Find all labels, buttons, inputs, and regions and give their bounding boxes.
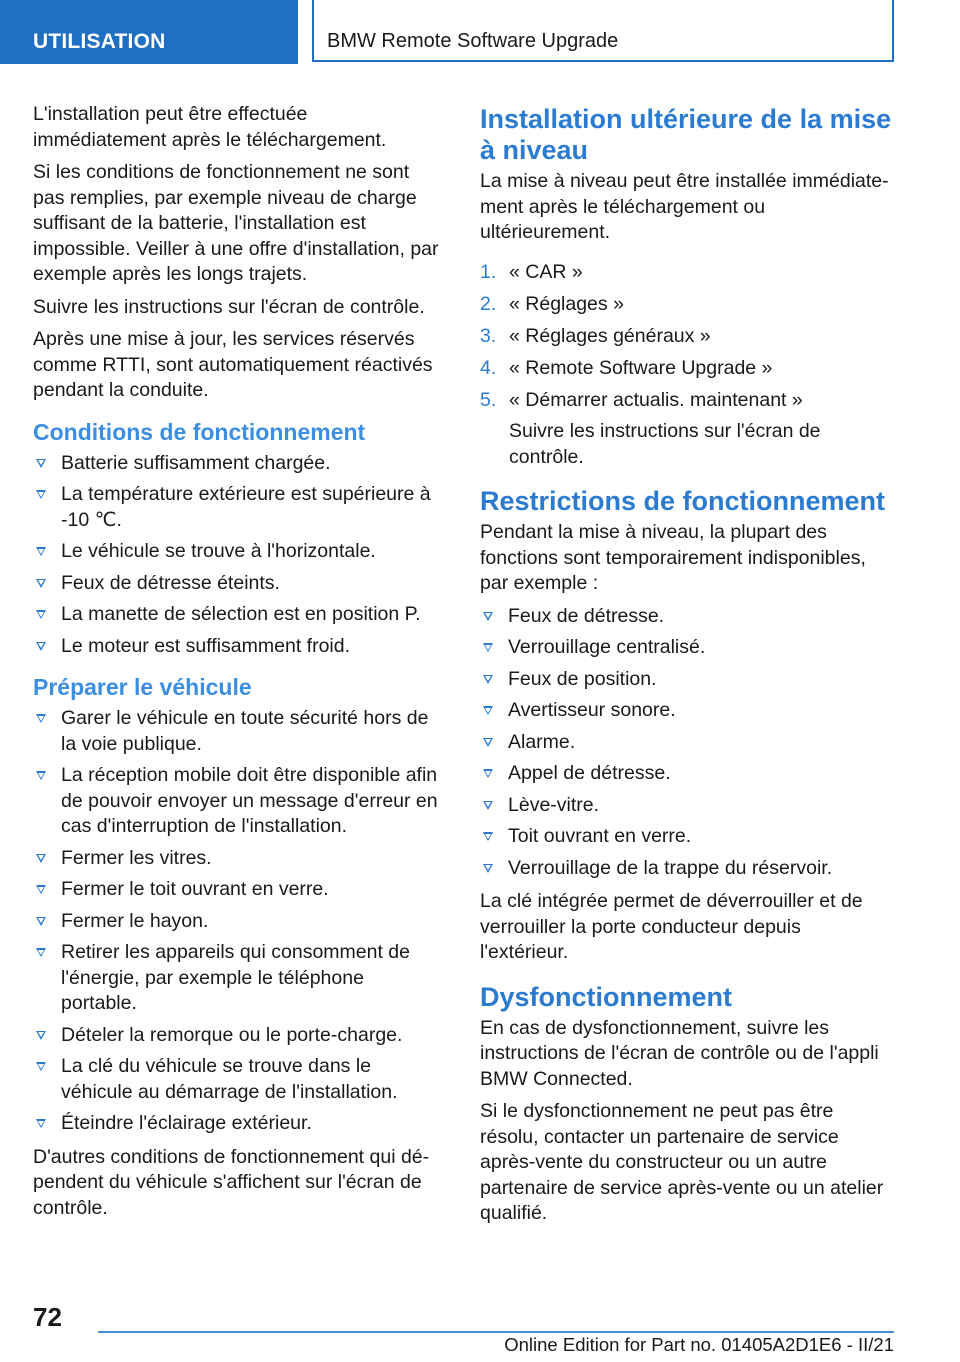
paragraph: Après une mise à jour, les services réservés comme RTTI, sont automatiquement réactivés pendant la conduite. <box>33 328 433 401</box>
triangle-bullet-icon <box>483 643 493 652</box>
step-item: 5. « Démarrer actualis. maintenant » <box>480 388 892 414</box>
list-item: Appel de détresse. <box>480 761 892 787</box>
paragraph: Suivre les instructions sur l'écran de contrôle. <box>33 295 425 318</box>
list-item: Fermer le hayon. <box>33 909 445 935</box>
triangle-bullet-icon <box>36 948 46 957</box>
triangle-bullet-icon <box>36 714 46 723</box>
step-item: 1. « CAR » <box>480 260 892 286</box>
triangle-bullet-icon <box>483 801 493 810</box>
list-item: La température extérieure est supérieure à -10 ℃. <box>33 482 445 533</box>
paragraph: En cas de dysfonctionnement, suivre les instructions de l'écran de contrôle ou de l'appli BMW Connected. <box>480 1016 879 1090</box>
footer-divider <box>98 1331 894 1333</box>
list-item: Dételer la remorque ou le porte-charge. <box>33 1023 445 1049</box>
right-column <box>480 102 892 1234</box>
paragraph: Si le dysfonctionnement ne peut pas être résolu, contacter un partenaire de service après-vente du constructeur ou un autre partenaire de service après-vente ou un atelier qualifié. <box>480 1100 884 1224</box>
step-item: 3. « Réglages généraux » <box>480 324 892 350</box>
triangle-bullet-icon <box>483 832 493 841</box>
list-item: Avertisseur sonore. <box>480 698 892 724</box>
list-item: Le moteur est suffisamment froid. <box>33 634 445 660</box>
list-item: Fermer les vitres. <box>33 846 445 872</box>
triangle-bullet-icon <box>36 490 46 499</box>
section-title: UTILISATION <box>33 30 166 53</box>
paragraph: La mise à niveau peut être installée immédiatement après le téléchargement ou ultérieurement. <box>480 170 889 243</box>
list-item: Feux de détresse éteints. <box>33 571 445 597</box>
list-item: Feux de position. <box>480 667 892 693</box>
list-item: Alarme. <box>480 730 892 756</box>
restrictions-heading: Restrictions de fonctionnement <box>480 486 886 516</box>
triangle-bullet-icon <box>36 579 46 588</box>
paragraph: La clé intégrée permet de déverrouiller et de verrouiller la porte conducteur depuis l'extérieur. <box>480 890 863 963</box>
paragraph: Pendant la mise à niveau, la plupart des fonctions sont temporairement indisponibles, par exemple : <box>480 521 866 594</box>
list-item: Batterie suffisamment chargée. <box>33 451 445 477</box>
step-item: 4. « Remote Software Upgrade » <box>480 356 892 382</box>
list-item: La manette de sélection est en position P. <box>33 602 445 628</box>
triangle-bullet-icon <box>483 769 493 778</box>
chapter-title: BMW Remote Software Upgrade <box>327 30 619 52</box>
triangle-bullet-icon <box>36 1062 46 1071</box>
step-number: 3. <box>480 324 497 347</box>
triangle-bullet-icon <box>483 675 493 684</box>
triangle-bullet-icon <box>36 771 46 780</box>
list-item: Verrouillage de la trappe du réservoir. <box>480 856 892 882</box>
footer-edition: Online Edition for Part no. 01405A2D1E6 - II/21 <box>504 1334 894 1355</box>
list-item: La clé du véhicule se trouve dans le véhicule au démarrage de l'installation. <box>33 1054 445 1105</box>
conditions-list <box>33 451 445 660</box>
paragraph: Si les conditions de fonctionnement ne sont pas remplies, par exemple niveau de charge suffisant de la batterie, l'installation est impossible. Veiller à une offre d'installation, par exemple après les longs trajets. <box>33 161 439 285</box>
list-item: Garer le véhicule en toute sécurité hors de la voie publique. <box>33 706 445 757</box>
triangle-bullet-icon <box>483 612 493 621</box>
step-number: 2. <box>480 292 497 315</box>
paragraph: D'autres conditions de fonctionnement qui dépendent du véhicule s'affichent sur l'écran de contrôle. <box>33 1145 430 1219</box>
triangle-bullet-icon <box>36 885 46 894</box>
step-number: 1. <box>480 260 497 283</box>
malfunction-heading: Dysfonctionnement <box>480 981 733 1012</box>
restrictions-list <box>480 604 892 882</box>
list-item: Feux de détresse. <box>480 604 892 630</box>
list-item: Le véhicule se trouve à l'horizontale. <box>33 539 445 565</box>
triangle-bullet-icon <box>483 706 493 715</box>
prepare-heading: Préparer le véhicule <box>33 674 252 700</box>
list-item: Retirer les appareils qui consomment de l'énergie, par exemple le téléphone portable. <box>33 940 445 1017</box>
list-item: La réception mobile doit être disponible afin de pouvoir envoyer un message d'erreur en cas d'interruption de l'installation. <box>33 763 445 840</box>
triangle-bullet-icon <box>36 854 46 863</box>
triangle-bullet-icon <box>36 459 46 468</box>
list-item: Fermer le toit ouvrant en verre. <box>33 877 445 903</box>
page-number: 72 <box>33 1302 62 1332</box>
step-item: 2. « Réglages » <box>480 292 892 318</box>
step-number: 4. <box>480 356 497 379</box>
list-item: Verrouillage centralisé. <box>480 635 892 661</box>
section-tab <box>0 0 298 64</box>
prepare-list <box>33 706 445 1137</box>
step-number: 5. <box>480 388 497 411</box>
triangle-bullet-icon <box>36 610 46 619</box>
triangle-bullet-icon <box>483 738 493 747</box>
triangle-bullet-icon <box>36 917 46 926</box>
step-note: Suivre les instructions sur l'écran de contrôle. <box>509 420 821 468</box>
later-install-heading: Installation ultérieure de la mise à niveau <box>480 104 892 165</box>
steps-list <box>480 260 892 414</box>
triangle-bullet-icon <box>483 864 493 873</box>
triangle-bullet-icon <box>36 547 46 556</box>
list-item: Éteindre l'éclairage extérieur. <box>33 1111 445 1137</box>
left-column <box>33 102 445 1228</box>
conditions-heading: Conditions de fonctionnement <box>33 418 366 445</box>
chapter-tab <box>312 0 894 62</box>
list-item: Lève-vitre. <box>480 793 892 819</box>
triangle-bullet-icon <box>36 642 46 651</box>
list-item: Toit ouvrant en verre. <box>480 824 892 850</box>
triangle-bullet-icon <box>36 1119 46 1128</box>
triangle-bullet-icon <box>36 1031 46 1040</box>
paragraph: L'installation peut être effectuée immédiatement après le téléchargement. <box>33 103 387 151</box>
